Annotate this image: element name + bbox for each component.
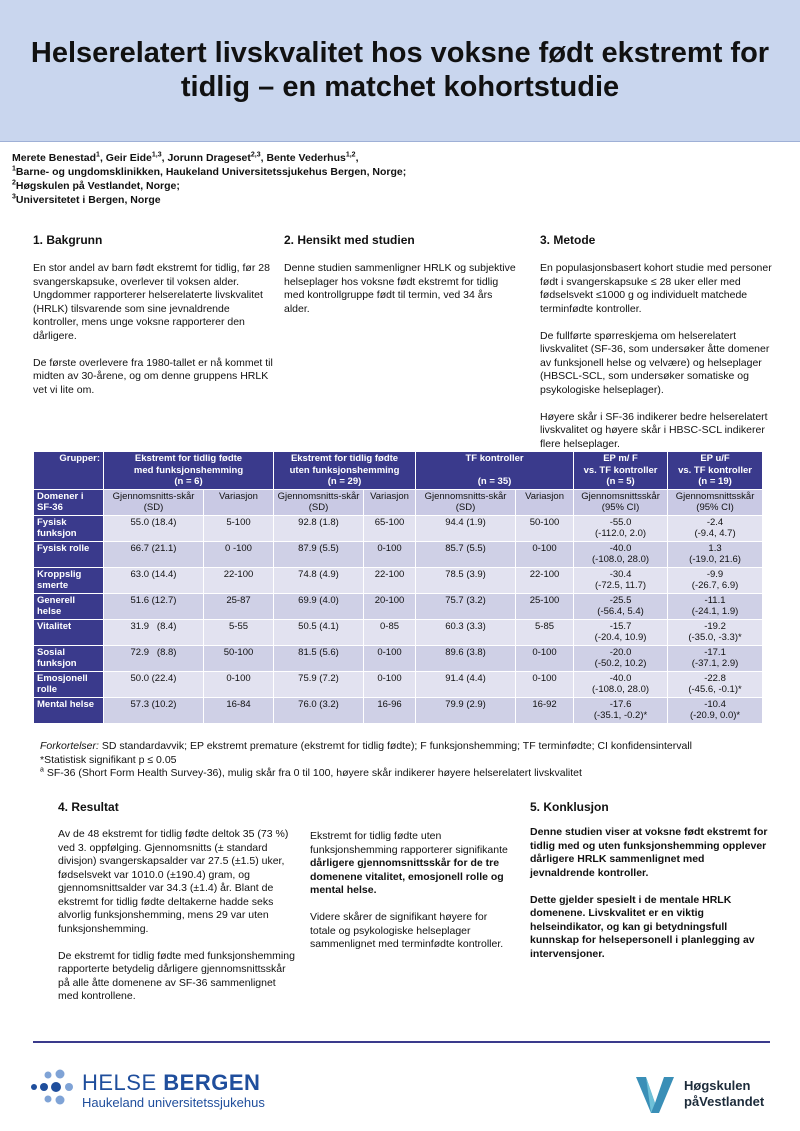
group-ep-without-disability: Ekstremt for tidlig fødte uten funksjonshemming (n = 29): [274, 452, 416, 490]
results-heading: 4. Resultat: [58, 800, 119, 814]
domain-cell: Vitalitet: [34, 619, 104, 645]
mean-cell: 75.9 (7.2): [274, 671, 364, 697]
groups-label: Grupper:: [34, 452, 104, 490]
purpose-heading: 2. Hensikt med studien: [284, 233, 415, 247]
mean-cell: 87.9 (5.5): [274, 541, 364, 567]
table-row: [34, 645, 763, 671]
method-heading: 3. Metode: [540, 233, 596, 247]
mean-cell: 31.9 (8.4): [104, 619, 204, 645]
mean-cell: 50.5 (4.1): [274, 619, 364, 645]
group-term-controls: TF kontroller (n = 35): [416, 452, 574, 490]
mean-cell: 89.6 (3.8): [416, 645, 516, 671]
table-row: [34, 515, 763, 541]
mean-header-2: Gjennomsnitts-skår (SD): [274, 489, 364, 515]
hvl-v-icon: [634, 1073, 676, 1115]
range-cell: 0-100: [204, 671, 274, 697]
range-cell: 0-85: [364, 619, 416, 645]
group-ep-mf-vs-tf: EP m/ F vs. TF kontroller (n = 5): [574, 452, 668, 490]
table-footnotes: [40, 740, 770, 781]
diff-cell: -22.8 (-45.6, -0.1)*: [668, 671, 763, 697]
results-paragraph-4: Videre skårer de signifikant høyere for totale og psykologiske helseplager sammenlignet med terminfødte kontroller.: [310, 911, 504, 950]
mean-cell: 91.4 (4.4): [416, 671, 516, 697]
table-row: [34, 541, 763, 567]
mean-cell: 74.8 (4.9): [274, 567, 364, 593]
diff-cell: -25.5 (-56.4, 5.4): [574, 593, 668, 619]
purpose-paragraph: Denne studien sammenligner HRLK og subjektive helseplager hos voksne født ekstremt for tidlig med kontrollgruppe født til termin, ved 34 års alder.: [284, 262, 516, 315]
results-paragraph-3: Ekstremt for tidlig fødte uten funksjonshemming rapporterer signifikante dårligere gjennomsnittsskår for de tre domenene vitalitet, emosjonell rolle og mental helse.: [310, 830, 508, 896]
title-line-2: tidlig – en matchet kohortstudie: [180, 71, 620, 103]
range-cell: 50-100: [204, 645, 274, 671]
table-row: [34, 671, 763, 697]
range-cell: 16-84: [204, 697, 274, 723]
range-cell: 0-100: [364, 671, 416, 697]
diff-cell: -17.6 (-35.1, -0.2)*: [574, 697, 668, 723]
table-row: [34, 697, 763, 723]
range-cell: 22-100: [204, 567, 274, 593]
diff-header-2: Gjennomsnittsskår (95% CI): [668, 489, 763, 515]
hvl-wordmark: Høgskulen påVestlandet: [684, 1078, 765, 1109]
footer-divider: [33, 1041, 770, 1043]
range-cell: 25-100: [516, 593, 574, 619]
diff-cell: -40.0 (-108.0, 28.0): [574, 671, 668, 697]
diff-header-1: Gjennomsnittsskår (95% CI): [574, 489, 668, 515]
range-cell: 0 -100: [204, 541, 274, 567]
method-text: [540, 262, 780, 451]
affiliation-2: $^2$Høgskulen på Vestlandet, Norge;: [12, 179, 180, 192]
mean-cell: 92.8 (1.8): [274, 515, 364, 541]
range-cell: 5-85: [516, 619, 574, 645]
conclusion-text: [530, 826, 770, 961]
diff-cell: 1.3 (-19.0, 21.6): [668, 541, 763, 567]
method-paragraph-1: En populasjonsbasert kohort studie med personer født i svangerskapsuke ≤ 28 uker eller med fødselsvekt ≤1000 g og individuelt matchede terminfødte kontroller.: [540, 262, 772, 315]
range-cell: 5-55: [204, 619, 274, 645]
domain-cell: Emosjonell rolle: [34, 671, 104, 697]
mean-cell: 57.3 (10.2): [104, 697, 204, 723]
range-header-1: Variasjon: [204, 489, 274, 515]
mean-cell: 50.0 (22.4): [104, 671, 204, 697]
purpose-text: [284, 262, 519, 316]
range-cell: 0-100: [516, 541, 574, 567]
helse-bergen-logo: [28, 1065, 288, 1111]
poster-title: [30, 36, 770, 104]
sf36-note: $^a$ SF-36 (Short Form Health Survey-36), mulig skår fra 0 til 100, høyere skår indikerer høyere helserelatert livskvalitet: [40, 766, 582, 779]
diff-cell: -11.1 (-24.1, 1.9): [668, 593, 763, 619]
table-row: [34, 619, 763, 645]
mean-header-1: Gjennomsnitts-skår (SD): [104, 489, 204, 515]
range-cell: 0-100: [364, 645, 416, 671]
range-cell: 0-100: [516, 645, 574, 671]
diff-cell: -40.0 (-108.0, 28.0): [574, 541, 668, 567]
range-header-3: Variasjon: [516, 489, 574, 515]
results-paragraph-1: Av de 48 ekstremt for tidlig fødte deltok 35 (73 %) ved 3. oppfølging. Gjennomsnitts (± standard divisjon) svangerskapsalder var 27.5 (±1.5) uker, fødselsvekt var 1010.0 (±190.4) gram, og gjennomsnittsalder var 34.3 (±1.4) år. Blant de ekstremt for tidlig fødte deltakerne hadde seks alvorlig funksjonshemming, mens 29 var uten funksjonshemming.: [58, 828, 289, 935]
abbreviations-note: Forkortelser: SD standardavvik; EP ekstremt premature (ekstremt for tidlig fødte); F funksjonshemming; TF terminfødte; CI konfidensintervall: [40, 740, 693, 752]
diff-cell: -19.2 (-35.0, -3.3)*: [668, 619, 763, 645]
group-ep-with-disability: Ekstremt for tidlig fødte med funksjonshemming (n = 6): [104, 452, 274, 490]
results-table: [33, 451, 763, 724]
mean-header-3: Gjennomsnitts-skår (SD): [416, 489, 516, 515]
range-cell: 22-100: [364, 567, 416, 593]
mean-cell: 76.0 (3.2): [274, 697, 364, 723]
mean-cell: 60.3 (3.3): [416, 619, 516, 645]
diff-cell: -55.0 (-112.0, 2.0): [574, 515, 668, 541]
results-text-left: [58, 828, 298, 1004]
method-paragraph-2: De fullførte spørreskjema om helserelatert livskvalitet (SF-36, som undersøker åtte domener av funksjonell helse og velvære) og helseplager (HBSCL-SCL, som undersøker somatiske og psykologiske helseplager).: [540, 329, 770, 396]
affiliation-3: $^3$Universitetet i Bergen, Norge: [12, 193, 161, 206]
domain-column-header: Domener i SF-36: [34, 489, 104, 515]
mean-cell: 81.5 (5.6): [274, 645, 364, 671]
table-body: [34, 515, 763, 723]
author-block: [12, 151, 572, 207]
range-header-2: Variasjon: [364, 489, 416, 515]
domain-cell: Generell helse: [34, 593, 104, 619]
mean-cell: 69.9 (4.0): [274, 593, 364, 619]
mean-cell: 63.0 (14.4): [104, 567, 204, 593]
mean-cell: 51.6 (12.7): [104, 593, 204, 619]
mean-cell: 78.5 (3.9): [416, 567, 516, 593]
conclusion-paragraph-1: Denne studien viser at voksne født ekstremt for tidlig med og uten funksjonshemming opplever dårligere HRLK sammenlignet med jevnaldrende kontroller.: [530, 826, 768, 879]
method-paragraph-3: Høyere skår i SF-36 indikerer bedre helserelatert livskvalitet og høyere skår i HBSC-SCL indikerer flere helseplager.: [540, 410, 768, 450]
range-cell: 50-100: [516, 515, 574, 541]
table-subheader-row: [34, 489, 763, 515]
diff-cell: -17.1 (-37.1, 2.9): [668, 645, 763, 671]
range-cell: 0-100: [364, 541, 416, 567]
domain-cell: Mental helse: [34, 697, 104, 723]
diff-cell: -10.4 (-20.9, 0.0)*: [668, 697, 763, 723]
title-banner: [0, 0, 800, 142]
author-names: Merete Benestad$^1$, Geir Eide$^{1,3}$, Jorunn Drageset$^{2,3}$, Bente Vederhus$^{1,2}$,: [12, 151, 359, 164]
range-cell: 5-100: [204, 515, 274, 541]
table-group-header-row: [34, 452, 763, 490]
table-row: [34, 593, 763, 619]
domain-cell: Fysisk funksjon: [34, 515, 104, 541]
results-paragraph-2: De ekstremt for tidlig fødte med funksjonshemming rapporterte betydelig dårligere gjennomsnittsskår på alle åtte domenene av SF-36 sammenlignet med kontrollene.: [58, 949, 295, 1002]
diff-cell: -15.7 (-20.4, 10.9): [574, 619, 668, 645]
mean-cell: 94.4 (1.9): [416, 515, 516, 541]
range-cell: 22-100: [516, 567, 574, 593]
diff-cell: -9.9 (-26.7, 6.9): [668, 567, 763, 593]
helse-bergen-wordmark: HELSE BERGEN: [82, 1070, 261, 1095]
table-row: [34, 567, 763, 593]
haukeland-wordmark: Haukeland universitetssjukehus: [82, 1095, 265, 1110]
background-text: [33, 262, 273, 397]
mean-cell: 66.7 (21.1): [104, 541, 204, 567]
results-text-middle: [310, 830, 510, 952]
title-line-1: Helserelatert livskvalitet hos voksne født ekstremt for: [30, 37, 770, 69]
mean-cell: 55.0 (18.4): [104, 515, 204, 541]
background-paragraph-2: De første overlevere fra 1980-tallet er nå kommet til midten av 30-årene, og om denne gruppens HRLK vet vi lite om.: [33, 356, 273, 396]
domain-cell: Kroppslig smerte: [34, 567, 104, 593]
mean-cell: 85.7 (5.5): [416, 541, 516, 567]
conclusion-paragraph-2: Dette gjelder spesielt i de mentale HRLK domenene. Livskvalitet er en viktig helseindikator, og kan gi betydningsfull kunnskap for helsepersonell i planlegging av intervensjoner.: [530, 893, 755, 960]
helse-bergen-dots-icon: [28, 1067, 74, 1107]
affiliation-1: $^1$Barne- og ungdomsklinikken, Haukeland Universitetssjukehus Bergen, Norge;: [12, 165, 407, 178]
conclusion-heading: 5. Konklusjon: [530, 800, 609, 814]
mean-cell: 72.9 (8.8): [104, 645, 204, 671]
significance-note: *Statistisk signifikant p ≤ 0.05: [40, 753, 177, 766]
mean-cell: 79.9 (2.9): [416, 697, 516, 723]
mean-cell: 75.7 (3.2): [416, 593, 516, 619]
domain-cell: Sosial funksjon: [34, 645, 104, 671]
background-heading: 1. Bakgrunn: [33, 233, 103, 247]
range-cell: 25-87: [204, 593, 274, 619]
domain-cell: Fysisk rolle: [34, 541, 104, 567]
range-cell: 65-100: [364, 515, 416, 541]
hvl-logo: [634, 1073, 774, 1117]
background-paragraph-1: En stor andel av barn født ekstremt for tidlig, før 28 svangerskapsuke, overlever til voksen alder. Ungdommer rapporterer helserelaterte livskvalitet (HRLK) tilsvarende som sine jevnaldrende kontroller, mens unge voksne rapporterer den dårligere.: [33, 262, 270, 342]
group-ep-uf-vs-tf: EP u/F vs. TF kontroller (n = 19): [668, 452, 763, 490]
diff-cell: -20.0 (-50.2, 10.2): [574, 645, 668, 671]
range-cell: 20-100: [364, 593, 416, 619]
range-cell: 0-100: [516, 671, 574, 697]
range-cell: 16-96: [364, 697, 416, 723]
diff-cell: -30.4 (-72.5, 11.7): [574, 567, 668, 593]
range-cell: 16-92: [516, 697, 574, 723]
diff-cell: -2.4 (-9.4, 4.7): [668, 515, 763, 541]
